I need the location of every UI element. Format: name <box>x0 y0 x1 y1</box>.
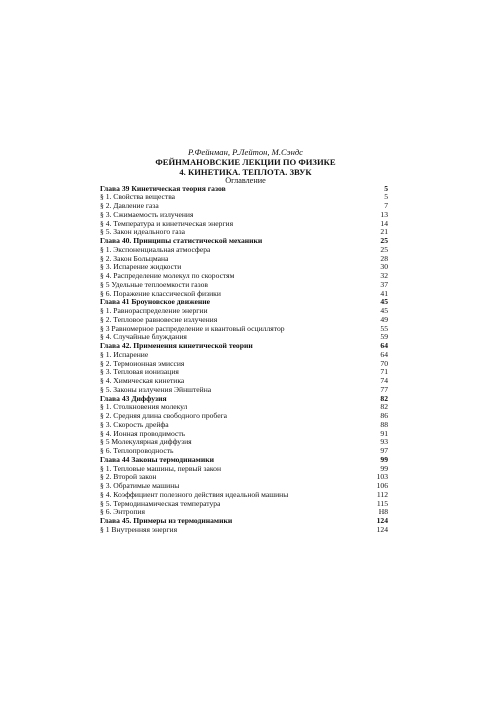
toc-chapter-row <box>100 185 388 194</box>
toc-entry-title: § 3. Сжимаемость излучения <box>100 210 194 219</box>
toc-entry-title: § 2. Закон Больцмана <box>100 254 169 263</box>
toc-entry-title: § 1. Экспоненциальная атмосфера <box>100 245 211 254</box>
toc-entry-title: Глава 42. Применения кинетической теории <box>100 342 253 350</box>
toc-entry-title: § 4. Ионная проводимость <box>100 429 186 438</box>
toc-entry-title: § 4. Коэффициент полезного действия идеальной машины <box>100 490 289 499</box>
toc-chapter-row <box>100 342 388 351</box>
toc-section-row <box>100 255 388 264</box>
toc-chapter-row <box>100 395 388 404</box>
toc-entry-title: § 3. Испарение жидкости <box>100 263 182 272</box>
toc-entry-title: § 1. Тепловые машины, первый закон <box>100 464 222 473</box>
toc-entry-page: 97 <box>380 446 388 455</box>
toc-entry-page: 77 <box>380 384 388 394</box>
toc-entry-page: 86 <box>380 411 388 420</box>
toc-entry-title: § 6. Энтропия <box>100 508 145 517</box>
toc-entry-title: § 2. Второй закон <box>100 473 157 482</box>
toc-entry-title: Глава 45. Примеры из термодинамики <box>100 517 233 525</box>
toc-entry-title: Глава 44 Законы термодинамики <box>100 455 214 464</box>
toc-section-row <box>100 500 388 509</box>
table-of-contents <box>100 185 388 535</box>
toc-entry-title: § 3. Обратимые машины <box>100 482 180 490</box>
toc-chapter-row <box>100 456 388 465</box>
toc-entry-page: 30 <box>380 262 388 272</box>
toc-section-row <box>100 333 388 342</box>
toc-entry-title: § 1 Внутренняя энергия <box>100 525 178 534</box>
toc-entry-page: 5 <box>384 192 388 202</box>
toc-entry-page: 93 <box>380 437 388 447</box>
toc-section-row <box>100 220 388 229</box>
toc-chapter-row <box>100 517 388 526</box>
toc-section-row <box>100 412 388 421</box>
toc-entry-page: 70 <box>380 358 388 368</box>
toc-entry-title: § 2. Термоионная эмиссия <box>100 359 185 368</box>
toc-section-row <box>100 447 388 456</box>
toc-section-row <box>100 281 388 290</box>
toc-entry-title: § 2. Тепловое равновесие излучения <box>100 315 218 324</box>
toc-entry-title: § 4. Распределение молекул по скоростям <box>100 272 235 280</box>
toc-entry-page: 37 <box>380 279 388 289</box>
toc-section-row <box>100 290 388 299</box>
toc-entry-page: 25 <box>380 244 388 254</box>
toc-section-row <box>100 403 388 412</box>
toc-entry-page: 103 <box>376 472 388 482</box>
toc-entry-page: 88 <box>380 419 388 429</box>
toc-entry-title: § 2. Средняя длина свободного пробега <box>100 412 228 420</box>
toc-entry-page: H8 <box>378 507 388 517</box>
toc-entry-page: 106 <box>376 481 388 490</box>
toc-entry-page: 82 <box>380 402 388 412</box>
toc-entry-title: § 4. Температура и кинетическая энергия <box>100 219 234 228</box>
toc-entry-page: 99 <box>380 454 388 464</box>
toc-entry-title: § 3 Равномерное распределение и квантовый осциллятор <box>100 324 285 333</box>
toc-heading: Оглавление <box>225 176 266 185</box>
toc-entry-page: 64 <box>380 349 388 359</box>
toc-entry-page: 74 <box>380 376 388 385</box>
toc-section-row <box>100 482 388 491</box>
toc-entry-page: 25 <box>380 236 388 245</box>
toc-entry-title: § 4. Химическая кинетика <box>100 377 185 385</box>
toc-section-row <box>100 386 388 395</box>
toc-entry-page: 41 <box>380 288 388 298</box>
toc-entry-title: § 2. Давление газа <box>100 202 159 210</box>
toc-entry-page: 21 <box>380 227 388 237</box>
toc-entry-title: § 5 Удельные теплоемкости газов <box>100 280 208 289</box>
toc-chapter-row <box>100 298 388 307</box>
toc-entry-page: 14 <box>380 218 388 228</box>
toc-section-row <box>100 360 388 369</box>
toc-entry-title: § 3. Скорость дрейфа <box>100 420 169 429</box>
toc-entry-title: § 6. Теплопроводность <box>100 447 174 455</box>
book-title: ФЕЙНМАНОВСКИЕ ЛЕКЦИИ ПО ФИЗИКЕ <box>155 157 336 167</box>
toc-section-row <box>100 421 388 430</box>
toc-section-row <box>100 263 388 272</box>
toc-section-row <box>100 438 388 447</box>
toc-entry-title: Глава 43 Диффузия <box>100 394 167 403</box>
toc-section-row <box>100 508 388 517</box>
toc-section-row <box>100 368 388 377</box>
toc-entry-page: 124 <box>376 516 388 525</box>
toc-entry-page: 28 <box>380 253 388 263</box>
toc-section-row <box>100 316 388 325</box>
toc-entry-title: § 5 Молекулярная диффузия <box>100 438 192 447</box>
toc-entry-page: 112 <box>376 489 388 499</box>
toc-entry-title: § 3. Тепловая ионизация <box>100 368 179 377</box>
toc-entry-page: 32 <box>380 271 388 280</box>
toc-section-row <box>100 246 388 255</box>
toc-section-row <box>100 465 388 474</box>
toc-entry-title: Глава 39 Кинетическая теория газов <box>100 184 226 193</box>
toc-entry-page: 99 <box>380 463 388 473</box>
volume-subtitle: 4. КИНЕТИКА. ТЕПЛОТА. ЗВУК <box>179 167 312 177</box>
authors: Р.Фейнман, Р.Лейтон, М.Сэндс <box>187 147 303 157</box>
toc-entry-title: § 5. Законы излучения Эйнштейна <box>100 385 212 394</box>
toc-chapter-row <box>100 237 388 246</box>
toc-entry-page: 13 <box>380 209 388 219</box>
toc-entry-title: § 1. Свойства вещества <box>100 193 176 202</box>
toc-entry-page: 45 <box>380 297 388 307</box>
toc-entry-title: § 4. Случайные блуждания <box>100 333 187 342</box>
toc-entry-title: § 5. Закон идеального газа <box>100 228 185 237</box>
toc-entry-page: 91 <box>380 428 388 438</box>
toc-section-row <box>100 491 388 500</box>
toc-entry-title: Глава 41 Броуновское движение <box>100 298 210 307</box>
toc-entry-page: 5 <box>384 183 388 193</box>
toc-section-row <box>100 325 388 334</box>
toc-section-row <box>100 193 388 202</box>
toc-entry-page: 71 <box>380 367 388 377</box>
toc-section-row <box>100 228 388 237</box>
toc-entry-page: 82 <box>380 393 388 403</box>
toc-entry-title: § 1. Испарение <box>100 350 149 359</box>
toc-entry-page: 64 <box>380 341 388 350</box>
toc-entry-page: 49 <box>380 314 388 324</box>
toc-entry-title: § 1. Столкновения молекул <box>100 403 188 412</box>
toc-entry-page: 7 <box>384 201 388 210</box>
toc-section-row <box>100 430 388 439</box>
toc-entry-title: § 6. Поражение классической физики <box>100 289 221 298</box>
toc-entry-title: Глава 40. Принципы статистической механики <box>100 237 263 245</box>
toc-entry-page: 45 <box>380 306 388 315</box>
toc-entry-page: 124 <box>376 524 388 534</box>
toc-entry-title: § 5. Термодинамическая температура <box>100 499 221 508</box>
toc-section-row <box>100 211 388 220</box>
toc-entry-title: § 1. Равнораспределение энергии <box>100 307 208 315</box>
toc-section-row <box>100 377 388 386</box>
toc-section-row <box>100 526 388 535</box>
toc-section-row <box>100 351 388 360</box>
toc-entry-page: 115 <box>376 498 388 508</box>
toc-entry-page: 59 <box>380 332 388 342</box>
toc-section-row <box>100 473 388 482</box>
toc-section-row <box>100 202 388 211</box>
toc-entry-page: 55 <box>380 323 388 333</box>
toc-section-row <box>100 272 388 281</box>
toc-section-row <box>100 307 388 316</box>
